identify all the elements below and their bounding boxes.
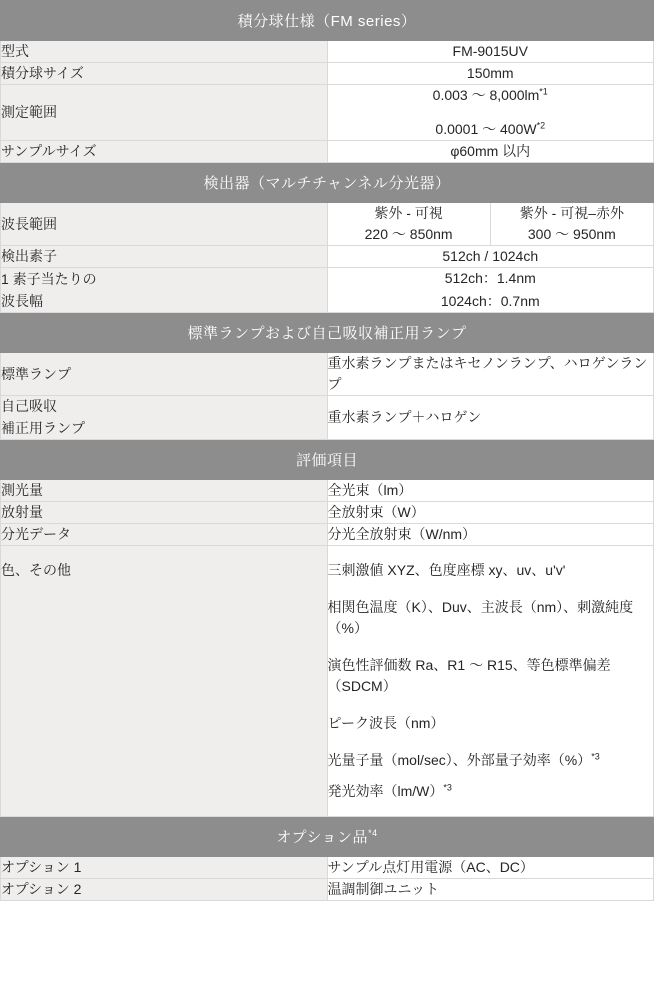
wavelength-subtable <box>328 203 654 245</box>
row-value-photometric: 全光束（lm） <box>327 479 654 501</box>
table-row <box>1 523 654 545</box>
section-header-integrating-sphere <box>1 1 654 41</box>
band-width-value-line-1: 512ch：1.4nm <box>444 270 536 286</box>
table-row <box>1 396 654 440</box>
table-row <box>1 41 654 63</box>
row-label-wavelength-range: 波長範囲 <box>1 203 328 246</box>
row-label-detect-element: 検出素子 <box>1 246 328 268</box>
color-other-sup: *3 <box>591 750 600 761</box>
color-other-line <box>328 595 654 641</box>
row-value-sphere-size: 150mm <box>327 63 654 85</box>
table-row <box>1 545 654 816</box>
row-label-option1: オプション 1 <box>1 856 328 878</box>
band-width-label-line-1: 1 素子当たりの <box>1 270 97 287</box>
row-value-wavelength-range <box>327 203 654 246</box>
table-row <box>1 856 654 878</box>
section-title-options-sup: *4 <box>368 827 378 838</box>
section-title-detector: 検出器（マルチチャンネル分光器） <box>1 163 654 203</box>
measure-range-sup-2: *2 <box>536 120 546 131</box>
row-label-self-absorption-lamp <box>1 396 328 440</box>
row-label-model: 型式 <box>1 41 328 63</box>
section-title-options-text: オプション品 <box>276 828 369 846</box>
color-other-sup: *3 <box>443 781 452 792</box>
measure-range-line-2 <box>328 119 654 140</box>
row-value-spectral-data: 分光全放射束（W/nm） <box>327 523 654 545</box>
row-label-standard-lamp: 標準ランプ <box>1 353 328 396</box>
color-other-text: 演色性評価数 Ra、R1 〜 R15、等色標準偏差（SDCM） <box>327 656 611 694</box>
row-value-measure-range <box>327 85 654 141</box>
row-value-option2: 温調制御ユニット <box>327 878 654 900</box>
section-header-evaluation <box>1 439 654 479</box>
measure-range-sup-1: *1 <box>539 86 548 97</box>
measure-range-value-1: 0.003 〜 8,000lm <box>432 87 540 103</box>
row-value-band-width <box>327 268 654 313</box>
self-absorption-label-line-2: 補正用ランプ <box>1 420 85 437</box>
table-row <box>1 141 654 163</box>
table-row <box>1 878 654 900</box>
color-other-text: 発光効率（lm/W） <box>327 782 444 799</box>
row-label-sphere-size: 積分球サイズ <box>1 63 328 85</box>
measure-range-line-1 <box>328 85 654 106</box>
row-value-standard-lamp: 重水素ランプまたはキセノンランプ、ハロゲンランプ <box>327 353 654 396</box>
row-label-sample-size: サンプルサイズ <box>1 141 328 163</box>
section-title-integrating-sphere: 積分球仕様（FM series） <box>1 1 654 41</box>
self-absorption-label-line-1: 自己吸収 <box>1 398 57 414</box>
color-other-text: 光量子量（mol/sec）、外部量子効率（%） <box>327 751 592 768</box>
wavelength-left-title: 紫外 - 可視 <box>328 203 491 224</box>
table-row <box>1 479 654 501</box>
section-header-detector <box>1 163 654 203</box>
band-width-value-line-2: 1024ch：0.7nm <box>440 293 540 309</box>
table-row <box>1 85 654 141</box>
color-other-line <box>328 653 654 699</box>
row-value-option1: サンプル点灯用電源（AC、DC） <box>327 856 654 878</box>
row-value-self-absorption-lamp: 重水素ランプ＋ハロゲン <box>327 396 654 440</box>
wavelength-right-title: 紫外 - 可視–赤外 <box>490 203 653 224</box>
color-other-line <box>328 748 654 773</box>
table-row <box>1 246 654 268</box>
measure-range-value-2: 0.0001 〜 400W <box>435 121 537 137</box>
band-width-label-line-2: 波長幅 <box>1 293 43 309</box>
section-title-options <box>1 816 654 856</box>
section-title-lamps: 標準ランプおよび自己吸収補正用ランプ <box>1 313 654 353</box>
table-row <box>1 63 654 85</box>
section-header-lamps <box>1 313 654 353</box>
color-other-line <box>328 779 654 804</box>
color-other-text: 相関色温度（K）、Duv、主波長（nm）、刺激純度（%） <box>327 598 634 636</box>
table-row <box>1 268 654 313</box>
row-label-measure-range: 測定範囲 <box>1 85 328 141</box>
row-label-band-width <box>1 268 328 313</box>
wavelength-right-value: 300 〜 950nm <box>490 224 653 245</box>
row-label-photometric: 測光量 <box>1 479 328 501</box>
row-label-color-other: 色、その他 <box>1 545 328 816</box>
row-value-model: FM-9015UV <box>327 41 654 63</box>
table-row <box>1 353 654 396</box>
table-row <box>1 501 654 523</box>
row-value-color-other <box>327 545 654 816</box>
row-label-radiometric: 放射量 <box>1 501 328 523</box>
row-value-detect-element: 512ch / 1024ch <box>327 246 654 268</box>
color-other-line <box>328 558 654 583</box>
wavelength-value-row <box>328 224 654 245</box>
wavelength-left-value: 220 〜 850nm <box>328 224 491 245</box>
row-value-radiometric: 全放射束（W） <box>327 501 654 523</box>
color-other-line <box>328 711 654 736</box>
color-other-text: ピーク波長（nm） <box>327 714 445 731</box>
row-label-spectral-data: 分光データ <box>1 523 328 545</box>
section-title-evaluation: 評価項目 <box>1 439 654 479</box>
row-label-option2: オプション 2 <box>1 878 328 900</box>
section-header-options <box>1 816 654 856</box>
color-other-text: 三刺激値 XYZ、色度座標 xy、uv、u'v' <box>327 561 566 578</box>
table-row <box>1 203 654 246</box>
row-value-sample-size: φ60mm 以内 <box>327 141 654 163</box>
wavelength-title-row <box>328 203 654 224</box>
